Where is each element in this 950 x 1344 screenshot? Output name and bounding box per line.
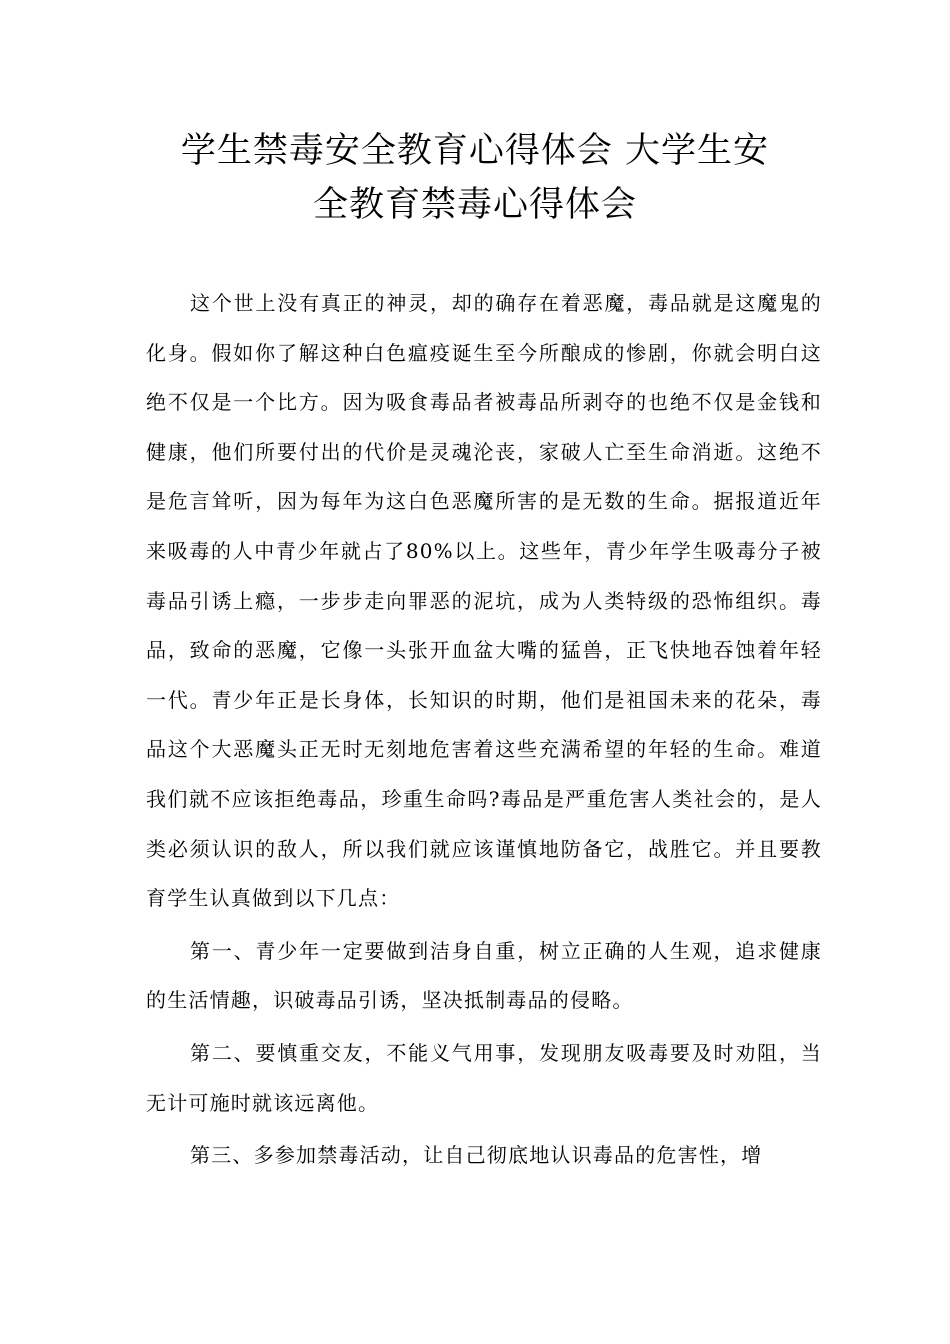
paragraph-point-2: 第二、要慎重交友，不能义气用事，发现朋友吸毒要及时劝阻，当无计可施时就该远离他。	[146, 1040, 822, 1115]
paragraph-point-3: 第三、多参加禁毒活动，让自己彻底地认识毒品的危害性，增	[190, 1143, 763, 1168]
title-line-2: 全教育禁毒心得体会	[312, 185, 637, 225]
paragraph-point-1: 第一、青少年一定要做到洁身自重，树立正确的人生观，追求健康的生活情趣，识破毒品引诱，坚决抵制毒品的侵略。	[146, 938, 822, 1013]
paragraph-intro: 这个世上没有真正的神灵，却的确存在着恶魔，毒品就是这魔鬼的化身。假如你了解这种白色瘟疫诞生至今所酿成的惨剧，你就会明白这绝不仅是一个比方。因为吸食毒品者被毒品所剥夺的也绝不仅是金钱和健康，他们所要付出的代价是灵魂沦丧，家破人亡至生命消逝。这绝不是危言耸听，因为每年为这白色恶魔所害的是无数的生命。据报道近年来吸毒的人中青少年就占了80%以上。这些年，青少年学生吸毒分子被毒品引诱上瘾，一步步走向罪恶的泥坑，成为人类特级的恐怖组织。毒品，致命的恶魔，它像一头张开血盆大嘴的猛兽，正飞快地吞蚀着年轻一代。青少年正是长身体，长知识的时期，他们是祖国未来的花朵，毒品这个大恶魔头正无时无刻地危害着这些充满希望的年轻的生命。难道我们就不应该拒绝毒品，珍重生命吗?毒品是严重危害人类社会的，是人类必须认识的敌人，所以我们就应该谨慎地防备它，战胜它。并且要教育学生认真做到以下几点：	[146, 291, 822, 911]
document-body	[146, 279, 822, 1181]
title-line-1: 学生禁毒安全教育心得体会 大学生安	[180, 131, 770, 171]
document-title	[120, 124, 830, 232]
